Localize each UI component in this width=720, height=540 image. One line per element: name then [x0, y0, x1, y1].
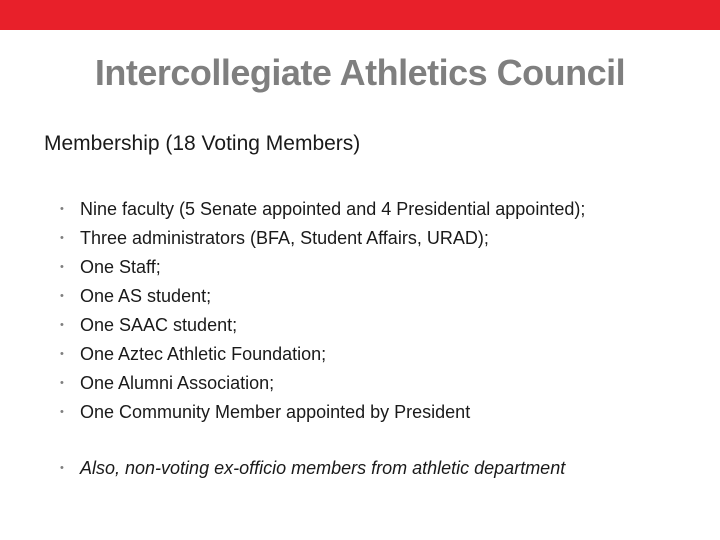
list-item-text: Nine faculty (5 Senate appointed and 4 Presidential appointed);	[80, 199, 586, 219]
list-item-text: Three administrators (BFA, Student Affairs, URAD);	[80, 228, 489, 248]
bullet-icon: •	[60, 232, 64, 244]
slide-subtitle: Membership (18 Voting Members)	[44, 132, 361, 155]
list-item-text: One Community Member appointed by President	[80, 402, 471, 422]
list-item	[60, 195, 585, 224]
list-item	[60, 224, 585, 253]
bullet-icon: •	[60, 319, 64, 331]
bullet-icon: •	[60, 377, 64, 389]
ex-officio-note	[60, 454, 565, 483]
list-item-text: One AS student;	[80, 286, 212, 306]
list-item	[60, 340, 585, 369]
bullet-icon: •	[60, 261, 64, 273]
top-accent-bar	[0, 0, 720, 30]
list-item-text: One SAAC student;	[80, 315, 238, 335]
list-item-text: One Staff;	[80, 257, 161, 277]
note-text: Also, non-voting ex-officio members from athletic department	[80, 458, 566, 478]
slide-title: Intercollegiate Athletics Council	[94, 52, 626, 93]
list-item	[60, 369, 585, 398]
list-item	[60, 282, 585, 311]
bullet-icon: •	[60, 348, 64, 360]
list-item-text: One Alumni Association;	[80, 373, 275, 393]
list-item	[60, 398, 585, 427]
list-item	[60, 311, 585, 340]
members-list	[60, 195, 585, 427]
bullet-icon: •	[60, 290, 64, 302]
list-item	[60, 253, 585, 282]
list-item-text: One Aztec Athletic Foundation;	[80, 344, 327, 364]
bullet-icon: •	[60, 406, 64, 418]
bullet-icon: •	[60, 203, 64, 215]
bullet-icon: •	[60, 462, 64, 474]
